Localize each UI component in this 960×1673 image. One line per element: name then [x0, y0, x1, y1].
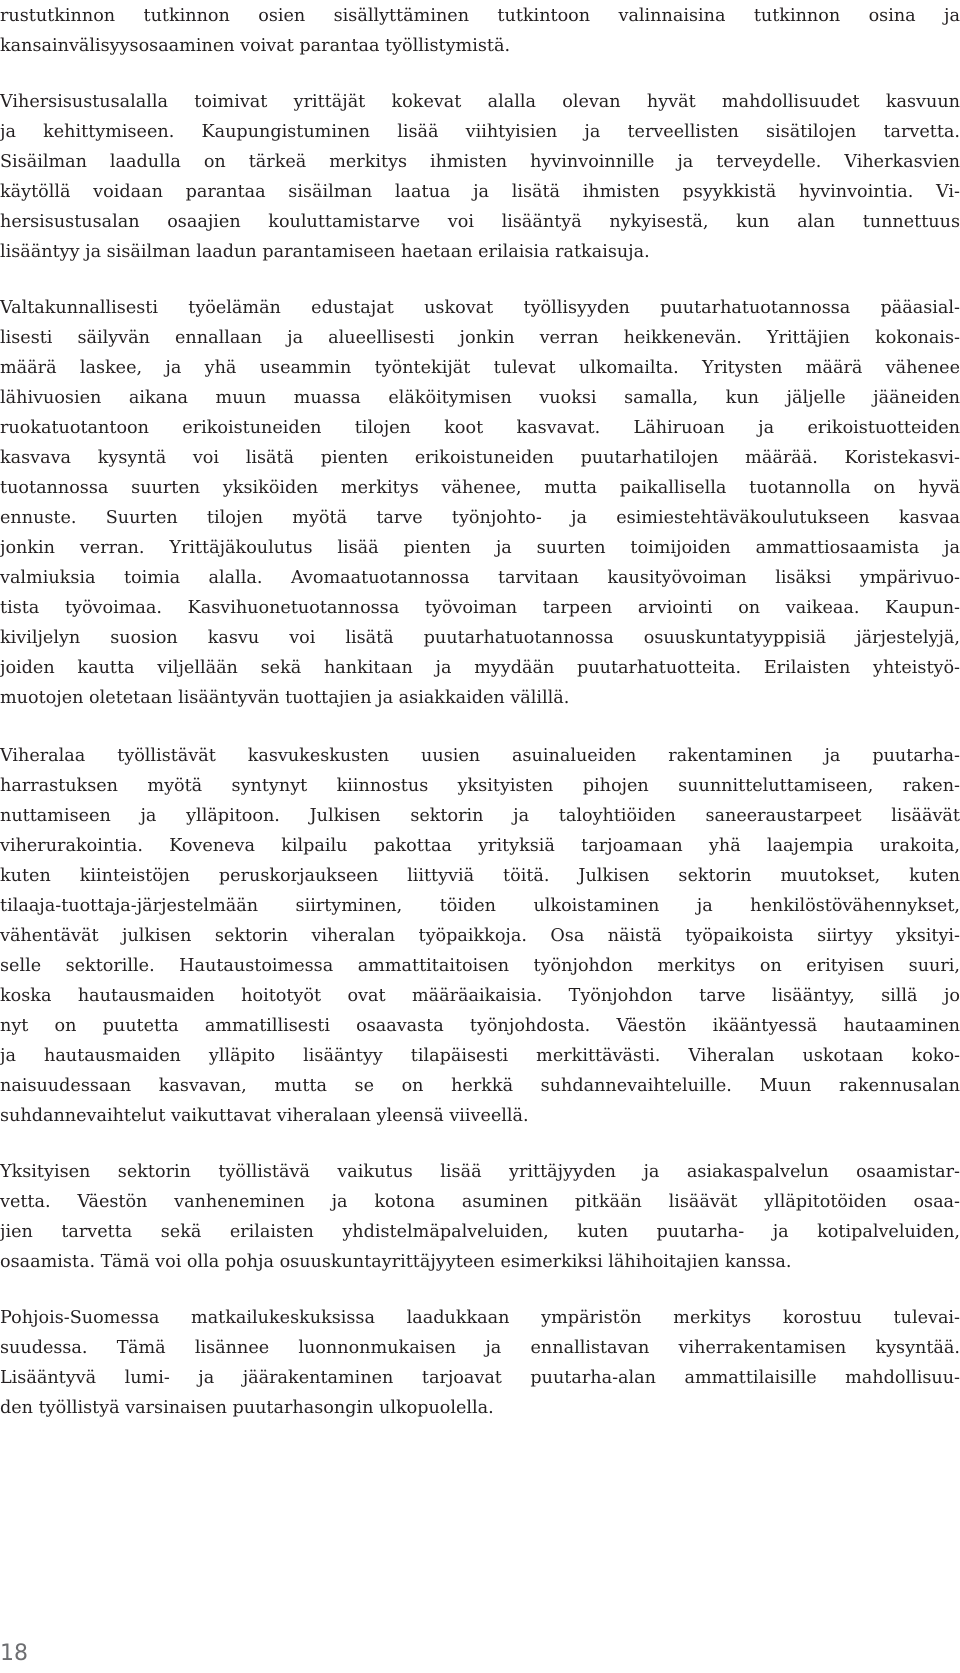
text-line: koska hautausmaiden hoitotyöt ovat määräaikaisia. Työnjohdon tarve lisääntyy, sillä jo: [0, 986, 960, 1006]
text-line: valmiuksia toimia alalla. Avomaatuotannossa tarvitaan kausityövoiman lisäksi ympärivuo-: [0, 568, 960, 588]
text-line: osaamista. Tämä voi olla pohja osuuskuntayrittäjyyteen esimerkiksi lähihoitajien kanssa.: [0, 1252, 792, 1272]
text-line: rustutkinnon tutkinnon osien sisällyttäminen tutkintoon valinnaisina tutkinnon osina ja: [0, 6, 960, 26]
text-line: Sisäilman laadulla on tärkeä merkitys ihmisten hyvinvoinnille ja terveydelle. Viherkasvien: [0, 152, 960, 172]
text-line: kasvava kysyntä voi lisätä pienten erikoistuneiden puutarhatilojen määrää. Koristekasvi-: [0, 448, 960, 468]
text-line: Vihersisustusalalla toimivat yrittäjät kokevat alalla olevan hyvät mahdollisuudet kasvuun: [0, 92, 960, 112]
text-line: tista työvoimaa. Kasvihuonetuotannossa työvoiman tarpeen arviointi on vaikeaa. Kaupun-: [0, 598, 960, 618]
text-line: Lisääntyvä lumi- ja jäärakentaminen tarjoavat puutarha-alan ammattilaisille mahdollisuu-: [0, 1368, 960, 1388]
text-line: harrastuksen myötä syntynyt kiinnostus yksityisten pihojen suunnitteluttamiseen, raken-: [0, 776, 960, 796]
text-line: määrä laskee, ja yhä useammin työntekijät tulevat ulkomailta. Yritysten määrä vähenee: [0, 358, 960, 378]
text-line: ja hautausmaiden ylläpito lisääntyy tilapäisesti merkittävästi. Viheralan uskotaan koko-: [0, 1046, 960, 1066]
text-line: suhdannevaihtelut vaikuttavat viheralaan yleensä viiveellä.: [0, 1106, 529, 1126]
text-line: Yksityisen sektorin työllistävä vaikutus lisää yrittäjyyden ja asiakaspalvelun osaamistar-: [0, 1162, 960, 1182]
text-line: nyt on puutetta ammatillisesti osaavasta työnjohdosta. Väestön ikääntyessä hautaaminen: [0, 1016, 960, 1036]
text-line: den työllistyä varsinaisen puutarhasongin ulkopuolella.: [0, 1398, 494, 1418]
text-line: kansainvälisyysosaaminen voivat parantaa työllistymistä.: [0, 36, 511, 56]
text-line: ja kehittymiseen. Kaupungistuminen lisää viihtyisien ja terveellisten sisätilojen tarvetta.: [0, 122, 960, 142]
text-line: tuotannossa suurten yksiköiden merkitys vähenee, mutta paikallisella tuotannolla on hyvä: [0, 478, 960, 498]
text-line: Valtakunnallisesti työelämän edustajat uskovat työllisyyden puutarhatuotannossa pääasial-: [0, 298, 960, 318]
text-line: lähivuosien aikana muun muassa eläköitymisen vuoksi samalla, kun jäljelle jääneiden: [0, 388, 960, 408]
text-line: hersisustusalan osaajien kouluttamistarve voi lisääntyä nykyisestä, kun alan tunnettuus: [0, 212, 960, 232]
text-line: kiviljelyn suosion kasvu voi lisätä puutarhatuotannossa osuuskuntatyyppisiä järjestelyjä,: [0, 628, 960, 648]
text-line: nuttamiseen ja ylläpitoon. Julkisen sektorin ja taloyhtiöiden saneeraustarpeet lisäävät: [0, 806, 960, 826]
text-line: kuten kiinteistöjen peruskorjaukseen liittyviä töitä. Julkisen sektorin muutokset, kuten: [0, 866, 960, 886]
text-line: jien tarvetta sekä erilaisten yhdistelmäpalveluiden, kuten puutarha- ja kotipalveluiden,: [0, 1222, 960, 1242]
text-line: viherurakointia. Koveneva kilpailu pakottaa yrityksiä tarjoamaan yhä laajempia urakoita,: [0, 836, 960, 856]
text-line: jonkin verran. Yrittäjäkoulutus lisää pienten ja suurten toimijoiden ammattiosaamista ja: [0, 538, 960, 558]
text-line: vetta. Väestön vanheneminen ja kotona asuminen pitkään lisäävät ylläpitotöiden osaa-: [0, 1192, 960, 1212]
text-line: naisuudessaan kasvavan, mutta se on herkkä suhdannevaihteluille. Muun rakennusalan: [0, 1076, 960, 1096]
text-line: ruokatuotantoon erikoistuneiden tilojen koot kasvavat. Lähiruoan ja erikoistuotteiden: [0, 418, 960, 438]
page-number: 18: [0, 1641, 28, 1666]
text-line: suudessa. Tämä lisännee luonnonmukaisen ja ennallistavan viherrakentamisen kysyntää.: [0, 1338, 960, 1358]
text-line: vähentävät julkisen sektorin viheralan työpaikkoja. Osa näistä työpaikoista siirtyy yksityi-: [0, 926, 960, 946]
text-line: selle sektorille. Hautaustoimessa ammattitaitoisen työnjohdon merkitys on erityisen suuri,: [0, 956, 960, 976]
text-line: käytöllä voidaan parantaa sisäilman laatua ja lisätä ihmisten psyykkistä hyvinvointia. Vi-: [0, 182, 960, 202]
text-line: tilaaja-tuottaja-järjestelmään siirtyminen, töiden ulkoistaminen ja henkilöstövähennykset,: [0, 896, 960, 916]
text-line: lisesti säilyvän ennallaan ja alueellisesti jonkin verran heikkenevän. Yrittäjien kokonais-: [0, 328, 960, 348]
text-line: Viheralaa työllistävät kasvukeskusten uusien asuinalueiden rakentaminen ja puutarha-: [0, 746, 960, 766]
text-line: joiden kautta viljellään sekä hankitaan ja myydään puutarhatuotteita. Erilaisten yhteistyö-: [0, 658, 960, 678]
text-line: lisääntyy ja sisäilman laadun parantamiseen haetaan erilaisia ratkaisuja.: [0, 242, 650, 262]
text-line: ennuste. Suurten tilojen myötä tarve työnjohto- ja esimiestehtäväkoulutukseen kasvaa: [0, 508, 960, 528]
text-line: Pohjois-Suomessa matkailukeskuksissa laadukkaan ympäristön merkitys korostuu tulevai-: [0, 1308, 960, 1328]
text-line: muotojen oletetaan lisääntyvän tuottajien ja asiakkaiden välillä.: [0, 688, 570, 708]
